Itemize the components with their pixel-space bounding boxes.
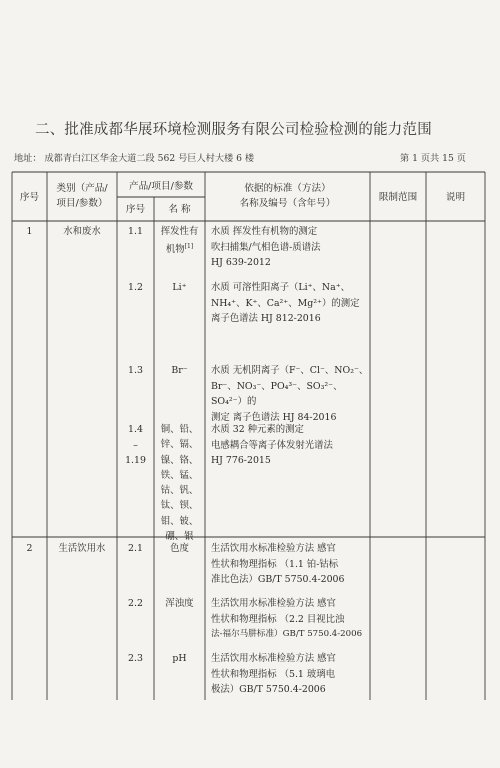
std-line: HJ 639-2012 bbox=[211, 257, 271, 268]
std-line: Br⁻、NO₃⁻、PO₄³⁻、SO₃²⁻、SO₄²⁻）的 bbox=[211, 380, 343, 407]
std-line: 水质 可溶性阳离子（Li⁺、Na⁺、 bbox=[211, 282, 351, 293]
header-standard-line1: 依据的标准（方法） bbox=[244, 183, 331, 194]
item-1-4-no bbox=[117, 422, 154, 469]
item-1-1-name-line2: 机物[1] bbox=[165, 243, 194, 256]
header-name: 名 称 bbox=[168, 204, 191, 215]
header-product-group: 产品/项目/参数 bbox=[128, 181, 194, 192]
std-line: 吹扫捕集/气相色谱-质谱法 bbox=[211, 241, 321, 253]
item-1-2-standard bbox=[211, 280, 371, 327]
item-1-4-name bbox=[154, 422, 205, 544]
item-1-2-no: 1.2 bbox=[128, 282, 143, 293]
header-category-line1: 类别（产品/ bbox=[56, 183, 108, 194]
row-2-seq: 2 bbox=[26, 543, 33, 554]
element-line: 硼、银 bbox=[165, 531, 194, 543]
item-1-1-no: 1.1 bbox=[128, 226, 143, 237]
item-2-1-no: 2.1 bbox=[128, 543, 143, 554]
item-1-3-name: Br⁻ bbox=[171, 365, 188, 376]
item-1-3-standard bbox=[211, 363, 371, 425]
std-line: 极法）GB/T 5750.4-2006 bbox=[211, 684, 326, 695]
item-1-2-name: Li⁺ bbox=[172, 282, 187, 293]
row-1-seq: 1 bbox=[26, 226, 33, 237]
std-line: 性状和物理指标 （2.2 目视比浊 bbox=[211, 613, 345, 625]
no-line: 1.19 bbox=[125, 455, 146, 466]
item-2-1-name: 色度 bbox=[170, 543, 189, 554]
item-2-3-name: pH bbox=[172, 653, 187, 664]
item-2-1-standard bbox=[211, 541, 371, 588]
std-line: 电感耦合等离子体发射光谱法 bbox=[211, 439, 333, 451]
address-line: 地址： 成都青白江区华金大道二段 562 号巨人村大楼 6 楼 bbox=[14, 153, 255, 164]
std-line: 法-福尔马肼标准）GB/T 5750.4-2006 bbox=[211, 629, 363, 639]
std-line: HJ 776-2015 bbox=[211, 455, 271, 466]
item-2-2-name: 浑浊度 bbox=[165, 598, 194, 609]
row-1-category: 水和废水 bbox=[63, 226, 101, 237]
std-line: 水质 挥发性有机物的测定 bbox=[211, 226, 318, 237]
element-line: 锌、镉、 bbox=[160, 439, 199, 451]
std-line: 生活饮用水标准检验方法 感官 bbox=[211, 543, 336, 554]
item-1-3-no: 1.3 bbox=[128, 365, 143, 376]
element-line: 铜、铅、 bbox=[160, 424, 199, 435]
header-limit: 限制范围 bbox=[378, 192, 418, 203]
element-line: 镍、铬、 bbox=[160, 454, 199, 466]
header-seq: 序号 bbox=[19, 192, 40, 203]
row-2-category: 生活饮用水 bbox=[58, 543, 106, 554]
std-line: 生活饮用水标准检验方法 感官 bbox=[211, 653, 336, 664]
element-line: 钼、铍、 bbox=[160, 515, 199, 527]
element-line: 钴、钒、 bbox=[160, 485, 199, 497]
footnote-marker: [1] bbox=[184, 243, 194, 250]
item-1-4-standard bbox=[211, 422, 371, 469]
item-1-1-standard bbox=[211, 224, 371, 271]
header-category-line2: 项目/参数） bbox=[56, 198, 108, 209]
std-line: 离子色谱法 HJ 812-2016 bbox=[211, 313, 321, 324]
item-2-2-standard bbox=[211, 596, 371, 643]
std-line: 测定 离子色谱法 HJ 84-2016 bbox=[211, 411, 337, 423]
item-2-2-no: 2.2 bbox=[128, 598, 143, 609]
no-line: – bbox=[133, 439, 138, 451]
std-line: 性状和物理指标 （5.1 玻璃电 bbox=[211, 668, 335, 680]
item-2-3-standard bbox=[211, 651, 371, 698]
std-line: 准比色法）GB/T 5750.4-2006 bbox=[211, 574, 345, 585]
page-title: 二、批准成都华展环境检测服务有限公司检验检测的能力范围 bbox=[35, 122, 432, 138]
no-line: 1.4 bbox=[128, 424, 143, 435]
item-1-1-name-line1: 挥发性有 bbox=[160, 226, 199, 237]
std-line: 生活饮用水标准检验方法 感官 bbox=[211, 598, 336, 609]
std-line: 性状和物理指标 （1.1 铂-钴标 bbox=[211, 558, 339, 570]
std-line: 水质 无机阴离子（F⁻、Cl⁻、NO₂⁻、 bbox=[211, 365, 369, 376]
header-sub-seq: 序号 bbox=[125, 204, 146, 215]
std-line: 水质 32 种元素的测定 bbox=[211, 424, 304, 435]
page-number: 第 1 页共 15 页 bbox=[400, 153, 466, 164]
header-note: 说明 bbox=[445, 192, 466, 203]
header-standard-line2: 名称及编号（含年号） bbox=[239, 198, 336, 209]
element-line: 钛、钡、 bbox=[160, 500, 199, 512]
std-line: NH₄⁺、K⁺、Ca²⁺、Mg²⁺）的测定 bbox=[211, 297, 360, 309]
element-line: 铁、锰、 bbox=[160, 469, 199, 481]
item-2-3-no: 2.3 bbox=[128, 653, 143, 664]
